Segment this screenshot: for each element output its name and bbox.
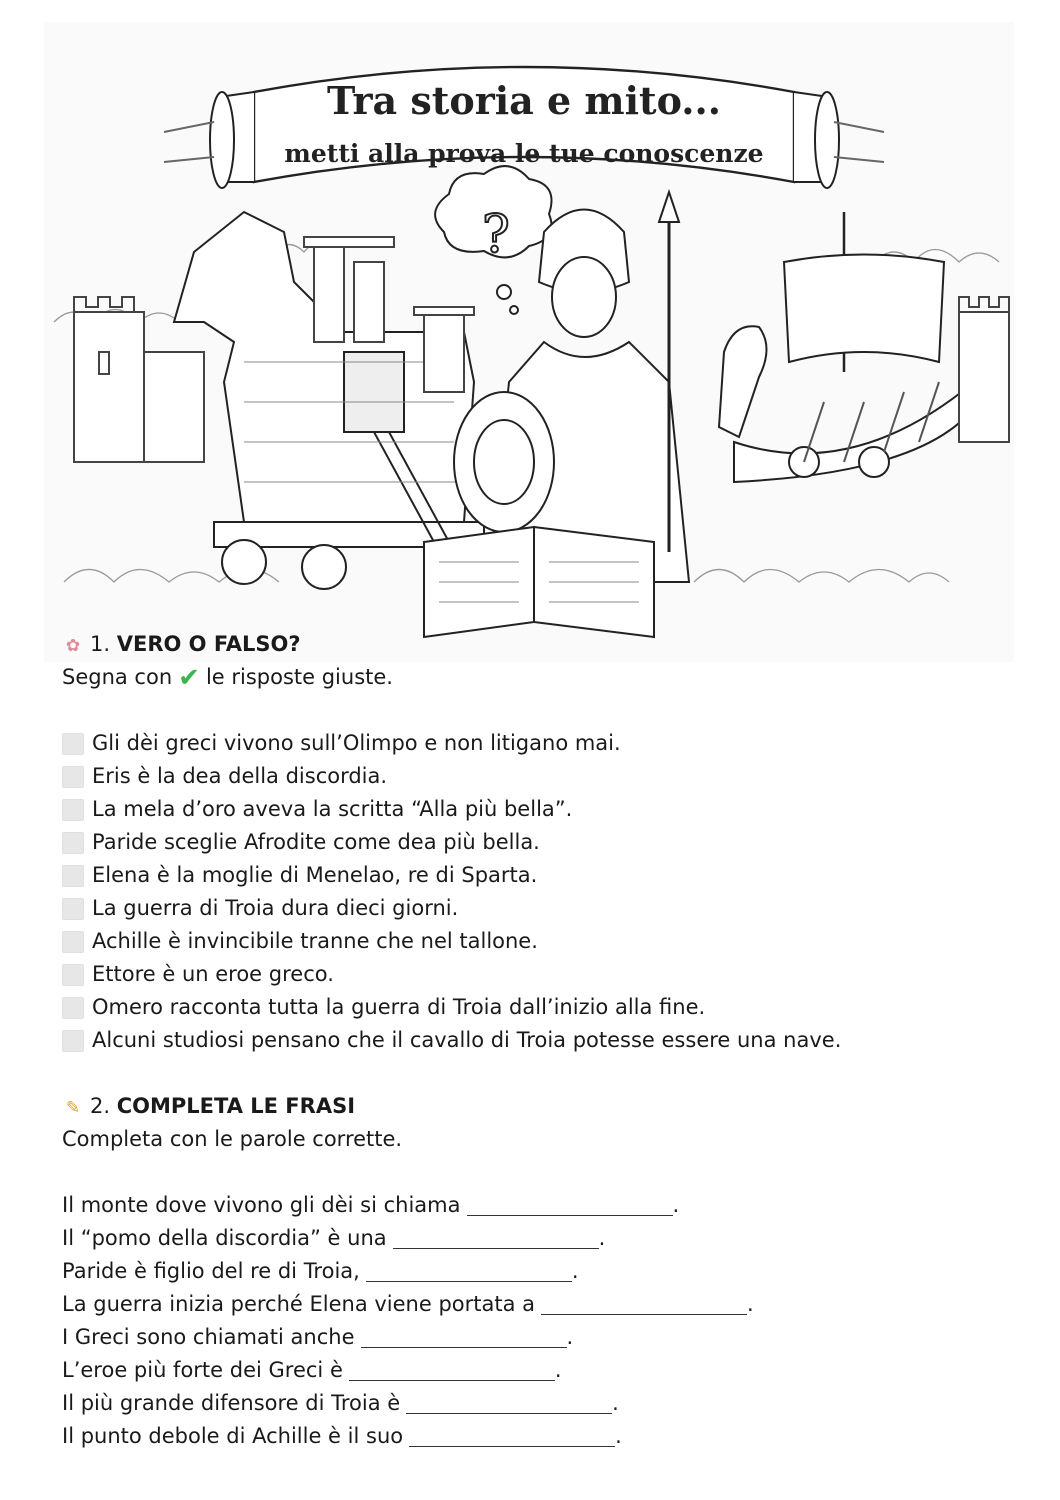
brain-icon: ✿	[65, 636, 81, 656]
section1-heading	[62, 628, 1022, 661]
fill-in-sentence	[62, 1354, 1022, 1387]
checkbox[interactable]	[62, 865, 84, 887]
sentence-text: La guerra inizia perché Elena viene portata a	[62, 1292, 536, 1316]
pencil-icon: ✎	[65, 1098, 81, 1118]
sentence-end: .	[672, 1193, 680, 1217]
fill-in-sentence	[62, 1189, 1022, 1222]
checkbox[interactable]	[62, 997, 84, 1019]
section2-instruction: Completa con le parole corrette.	[62, 1127, 403, 1151]
true-false-item	[62, 727, 1022, 760]
statement-text: Alcuni studiosi pensano che il cavallo di Troia potesse essere una nave.	[92, 1028, 842, 1052]
section2-heading	[62, 1090, 1022, 1123]
answer-blank[interactable]	[349, 1358, 555, 1381]
section1-number: 1.	[90, 632, 111, 656]
section1-title: VERO O FALSO?	[116, 632, 301, 656]
checkbox[interactable]	[62, 733, 84, 755]
sentence-end: .	[747, 1292, 754, 1316]
sentence-text: Il punto debole di Achille è il suo	[62, 1424, 404, 1448]
sentence-end: .	[566, 1325, 574, 1349]
sentence-text: Paride è figlio del re di Troia,	[62, 1259, 360, 1283]
answer-blank[interactable]	[366, 1259, 572, 1282]
statement-text: Paride sceglie Afrodite come dea più bella.	[92, 830, 540, 854]
checkbox[interactable]	[62, 898, 84, 920]
section1-instruction: Segna con ✔ le risposte giuste.	[62, 663, 393, 693]
statement-text: Gli dèi greci vivono sull’Olimpo e non litigano mai.	[92, 731, 621, 755]
answer-blank[interactable]	[467, 1193, 673, 1216]
checkbox[interactable]	[62, 964, 84, 986]
answer-blank[interactable]	[409, 1424, 615, 1447]
true-false-item	[62, 892, 1022, 925]
checkbox[interactable]	[62, 799, 84, 821]
svg-text:?: ?	[482, 205, 510, 265]
true-false-item	[62, 760, 1022, 793]
statement-text: Achille è invincibile tranne che nel tallone.	[92, 929, 538, 953]
greek-ship	[719, 212, 984, 482]
true-false-item	[62, 826, 1022, 859]
checkbox[interactable]	[62, 1030, 84, 1052]
answer-blank[interactable]	[541, 1292, 747, 1315]
true-false-item	[62, 1024, 1022, 1057]
statement-text: Ettore è un eroe greco.	[92, 962, 334, 986]
header-illustration	[44, 22, 1014, 662]
statement-text: Omero racconta tutta la guerra di Troia dall’inizio alla fine.	[92, 995, 706, 1019]
statement-text: La mela d’oro aveva la scritta “Alla più bella”.	[92, 797, 573, 821]
banner-title: Tra storia e mito...	[327, 78, 721, 123]
fill-in-sentence	[62, 1321, 1022, 1354]
open-book	[424, 527, 654, 637]
green-check-icon: ✔	[178, 663, 200, 693]
answer-blank[interactable]	[361, 1325, 567, 1348]
sentence-end: .	[554, 1358, 562, 1382]
statement-text: La guerra di Troia dura dieci giorni.	[92, 896, 459, 920]
sentence-end: .	[571, 1259, 579, 1283]
right-castle	[959, 297, 1009, 442]
checkbox[interactable]	[62, 931, 84, 953]
fill-in-sentence	[62, 1255, 1022, 1288]
sentence-end: .	[615, 1424, 622, 1448]
worksheet-content	[62, 628, 1022, 1453]
sentence-end: .	[612, 1391, 619, 1415]
fill-in-list	[62, 1189, 1022, 1453]
true-false-item	[62, 859, 1022, 892]
section2-number: 2.	[90, 1094, 111, 1118]
thought-bubble	[435, 166, 551, 314]
statement-text: Eris è la dea della discordia.	[92, 764, 388, 788]
fill-in-sentence	[62, 1222, 1022, 1255]
true-false-item	[62, 925, 1022, 958]
true-false-item	[62, 991, 1022, 1024]
sentence-end: .	[598, 1226, 606, 1250]
true-false-list	[62, 727, 1022, 1057]
answer-blank[interactable]	[393, 1226, 599, 1249]
statement-text: Elena è la moglie di Menelao, re di Sparta.	[92, 863, 538, 887]
fill-in-sentence	[62, 1288, 1022, 1321]
fill-in-sentence	[62, 1387, 1022, 1420]
sentence-text: Il più grande difensore di Troia è	[62, 1391, 401, 1415]
sentence-text: Il “pomo della discordia” è una	[62, 1226, 387, 1250]
answer-blank[interactable]	[406, 1391, 612, 1414]
sentence-text: L’eroe più forte dei Greci è	[62, 1358, 343, 1382]
checkbox[interactable]	[62, 832, 84, 854]
sentence-text: Il monte dove vivono gli dèi si chiama	[62, 1193, 461, 1217]
fill-in-sentence	[62, 1420, 1022, 1453]
sentence-text: I Greci sono chiamati anche	[62, 1325, 355, 1349]
banner-subtitle: metti alla prova le tue conoscenze	[284, 139, 764, 168]
true-false-item	[62, 958, 1022, 991]
section2-title: COMPLETA LE FRASI	[116, 1094, 356, 1118]
true-false-item	[62, 793, 1022, 826]
checkbox[interactable]	[62, 766, 84, 788]
